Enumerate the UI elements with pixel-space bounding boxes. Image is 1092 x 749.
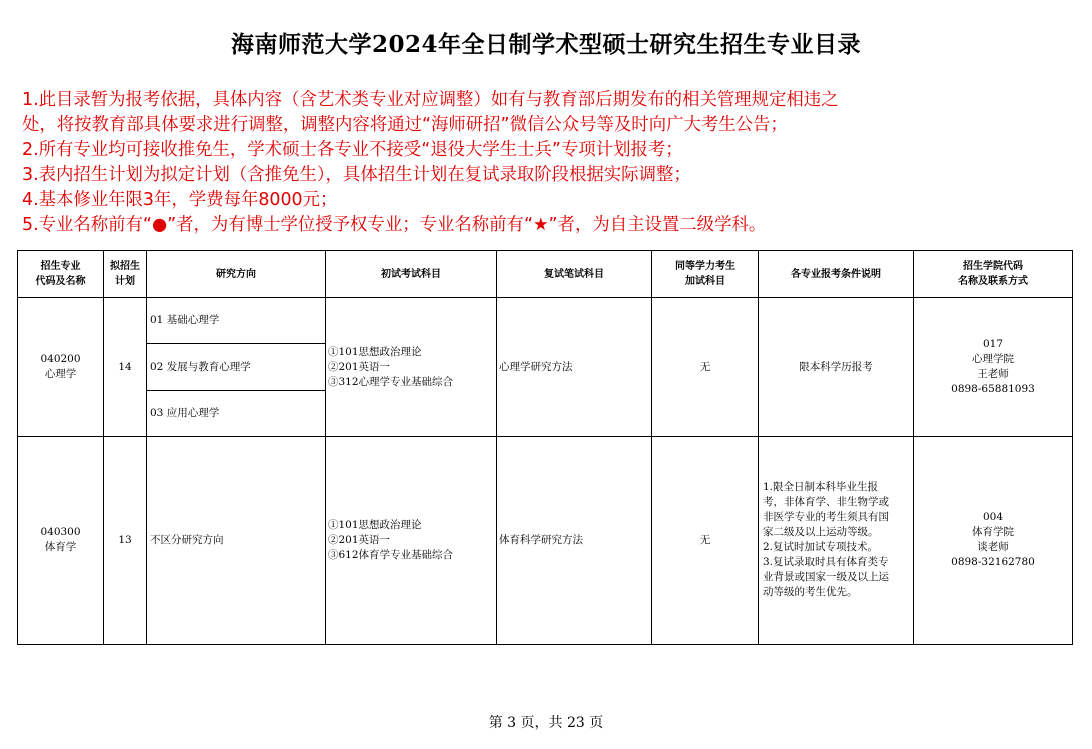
direction-cell: 不区分研究方向: [147, 436, 326, 644]
major-cell: 040200 心理学: [18, 298, 104, 437]
page-title: 海南师范大学2024年全日制学术型硕士研究生招生专业目录: [230, 31, 861, 58]
header-plan: 拟招生 计划: [104, 251, 147, 298]
notice-line-4: 3.表内招生计划为拟定计划（含推免生），具体招生计划在复试录取阶段根据实际调整；: [22, 165, 691, 185]
notice-line-5: 4.基本修业年限3年，学费每年8000元；: [22, 190, 338, 210]
table-row: [18, 298, 1073, 344]
page-footer: 第 3 页，共 23 页: [488, 715, 604, 731]
retest-cell: 心理学研究方法: [497, 298, 652, 437]
notice-line-3: 2.所有专业均可接收推免生，学术硕士各专业不接受“退役大学生士兵”专项计划报考；: [22, 140, 683, 160]
header-equal: 同等学力考生 加试科目: [652, 251, 759, 298]
notice-block: [22, 88, 1062, 238]
plan-cell: 13: [104, 436, 147, 644]
direction-cell: 01 基础心理学: [147, 298, 326, 344]
equal-cell: 无: [652, 436, 759, 644]
table-row: [18, 436, 1073, 644]
header-major: 招生专业 代码及名称: [18, 251, 104, 298]
college-cell: 017 心理学院 王老师 0898-65881093: [914, 298, 1073, 437]
conditions-cell: 1.限全日制本科毕业生报 考，非体育学、非生物学或 非医学专业的考生须具有国 家二级及以上运动等级。 2.复试时加试专项技术。 3.复试录取时具有体育类专 业背景或国家一级及以上运 动等级的考生优先。: [759, 436, 914, 644]
header-prelim: 初试考试科目: [326, 251, 497, 298]
major-cell: 040300 体育学: [18, 436, 104, 644]
prelim-cell: ①101思想政治理论 ②201英语一 ③612体育学专业基础综合: [326, 436, 497, 644]
header-retest: 复试笔试科目: [497, 251, 652, 298]
major-catalog-table: [17, 250, 1073, 645]
direction-cell: 03 应用心理学: [147, 390, 326, 436]
equal-cell: 无: [652, 298, 759, 437]
notice-line-2: 处，将按教育部具体要求进行调整，调整内容将通过“海师研招”微信公众号等及时向广大考生公告；: [22, 115, 788, 135]
table-header-row: [18, 251, 1073, 298]
header-college: 招生学院代码 名称及联系方式: [914, 251, 1073, 298]
conditions-cell: 限本科学历报考: [759, 298, 914, 437]
plan-cell: 14: [104, 298, 147, 437]
notice-line-1: 1.此目录暂为报考依据，具体内容（含艺术类专业对应调整）如有与教育部后期发布的相关管理规定相违之: [22, 90, 839, 110]
header-direction: 研究方向: [147, 251, 326, 298]
college-cell: 004 体育学院 谈老师 0898-32162780: [914, 436, 1073, 644]
header-conditions: 各专业报考条件说明: [759, 251, 914, 298]
prelim-cell: ①101思想政治理论 ②201英语一 ③312心理学专业基础综合: [326, 298, 497, 437]
notice-line-6: 5.专业名称前有“●”者，为有博士学位授予权专业；专业名称前有“★”者，为自主设置二级学科。: [22, 215, 767, 235]
direction-cell: 02 发展与教育心理学: [147, 344, 326, 390]
retest-cell: 体育科学研究方法: [497, 436, 652, 644]
